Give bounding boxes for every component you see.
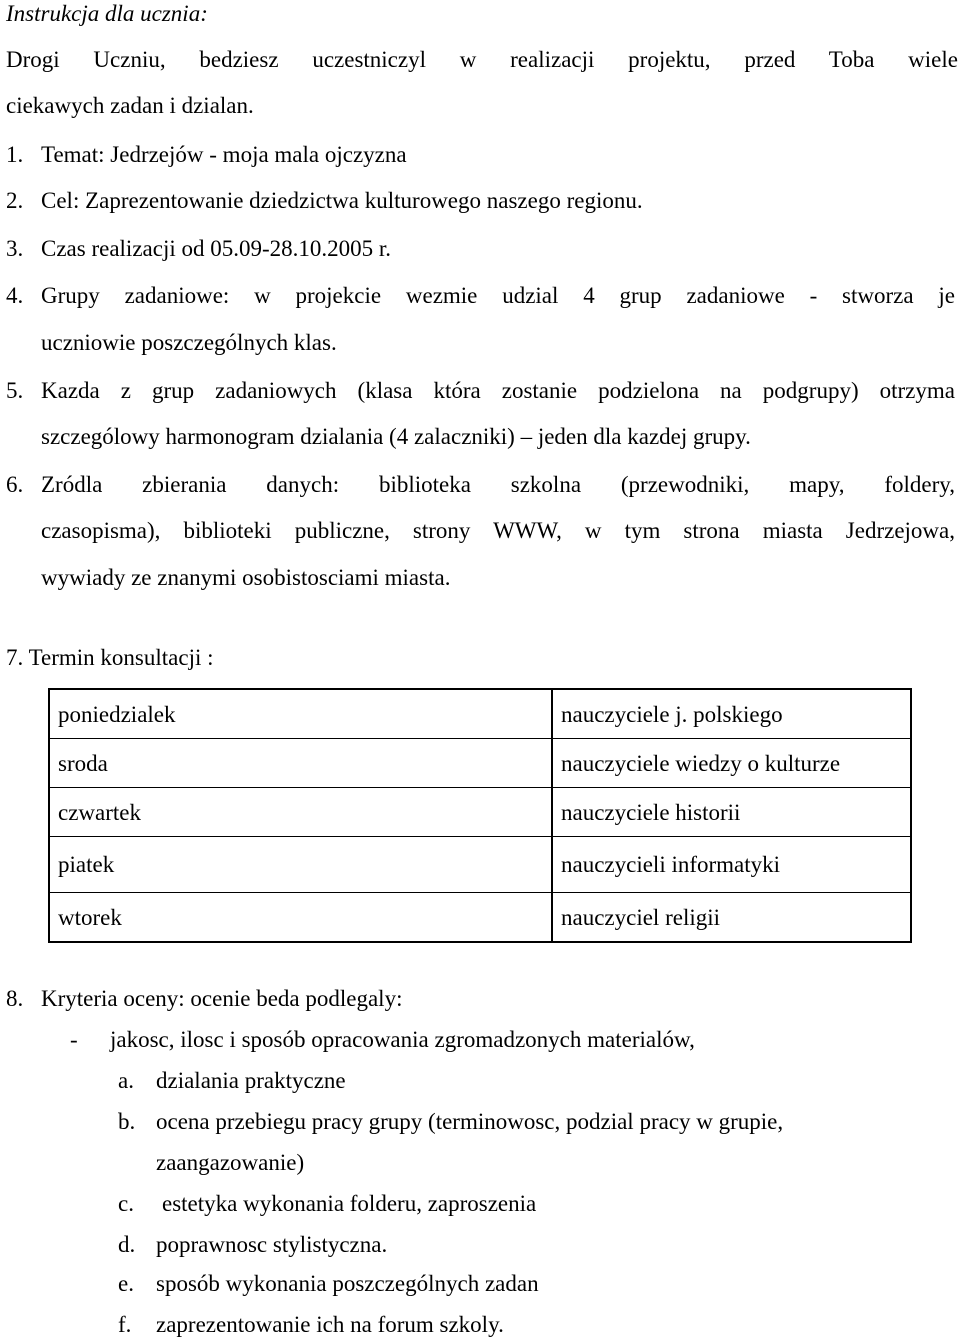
criteria-item: estetyka wykonania folderu, zaproszenia — [162, 1191, 537, 1216]
item-6-line-2: czasopisma), biblioteki publiczne, strony WWW, w tym strona miasta Jedrzejowa, — [41, 518, 955, 543]
item-5-number: 5. — [6, 378, 24, 403]
consultation-teachers: nauczycieli informatyki — [552, 837, 911, 893]
consultation-day: piatek — [49, 837, 552, 893]
item-5-line-2: szczególowy harmonogram dzialania (4 zalaczniki) – jeden dla kazdej grupy. — [41, 424, 751, 449]
table-row — [49, 689, 911, 739]
item-6-line-3: wywiady ze znanymi osobistosciami miasta. — [41, 565, 451, 590]
consultation-teachers: nauczyciel religii — [552, 893, 911, 943]
criteria-item: zaprezentowanie ich na forum szkoly. — [156, 1312, 504, 1337]
table-row — [49, 893, 911, 943]
item-1-number: 1. — [6, 142, 24, 167]
criteria-letter: f. — [118, 1312, 132, 1337]
criteria-item: ocena przebiegu pracy grupy (terminowosc, podzial pracy w grupie, — [156, 1109, 784, 1134]
document-heading: Instrukcja dla ucznia: — [6, 1, 208, 26]
table-row — [49, 739, 911, 788]
consultation-teachers: nauczyciele historii — [552, 788, 911, 837]
intro-line-1: Drogi Uczniu, bedziesz uczestniczyl w realizacji projektu, przed Toba wiele — [6, 47, 958, 72]
item-6-line-1: Zródla zbierania danych: biblioteka szkolna (przewodniki, mapy, foldery, — [41, 472, 955, 497]
consultation-day: sroda — [49, 739, 552, 788]
item-3-text: Czas realizacji od 05.09-28.10.2005 r. — [41, 236, 392, 261]
item-8-text: Kryteria oceny: ocenie beda podlegaly: — [41, 986, 403, 1011]
table-row — [49, 837, 911, 893]
criteria-letter: e. — [118, 1271, 134, 1296]
consultation-table — [48, 688, 912, 943]
item-4-number: 4. — [6, 283, 24, 308]
item-8-number: 8. — [6, 986, 24, 1011]
criteria-dash: - — [70, 1027, 78, 1052]
criteria-main: jakosc, ilosc i sposób opracowania zgromadzonych materialów, — [110, 1027, 695, 1052]
criteria-letter: a. — [118, 1068, 134, 1093]
consultation-day: wtorek — [49, 893, 552, 943]
item-5-line-1: Kazda z grup zadaniowych (klasa która zostanie podzielona na podgrupy) otrzyma — [41, 378, 955, 403]
consultation-teachers: nauczyciele wiedzy o kulturze — [552, 739, 911, 788]
consultation-teachers: nauczyciele j. polskiego — [552, 689, 911, 739]
item-6-number: 6. — [6, 472, 24, 497]
item-4-line-2: uczniowie poszczególnych klas. — [41, 330, 337, 355]
intro-line-2: ciekawych zadan i dzialan. — [6, 93, 254, 118]
criteria-letter: b. — [118, 1109, 136, 1134]
item-4-line-1: Grupy zadaniowe: w projekcie wezmie udzial 4 grup zadaniowe - stworza je — [41, 283, 955, 308]
criteria-item: poprawnosc stylistyczna. — [156, 1232, 388, 1257]
criteria-item: sposób wykonania poszczególnych zadan — [156, 1271, 539, 1296]
criteria-letter: d. — [118, 1232, 136, 1257]
item-2-number: 2. — [6, 188, 24, 213]
item-1-text: Temat: Jedrzejów - moja mala ojczyzna — [41, 142, 407, 167]
consultation-day: czwartek — [49, 788, 552, 837]
item-7-heading: 7. Termin konsultacji : — [6, 645, 214, 670]
criteria-letter: c. — [118, 1191, 134, 1216]
criteria-item: dzialania praktyczne — [156, 1068, 346, 1093]
item-2-text: Cel: Zaprezentowanie dziedzictwa kulturowego naszego regionu. — [41, 188, 643, 213]
criteria-item-continued: zaangazowanie) — [156, 1150, 305, 1175]
consultation-day: poniedzialek — [49, 689, 552, 739]
table-row — [49, 788, 911, 837]
item-3-number: 3. — [6, 236, 24, 261]
